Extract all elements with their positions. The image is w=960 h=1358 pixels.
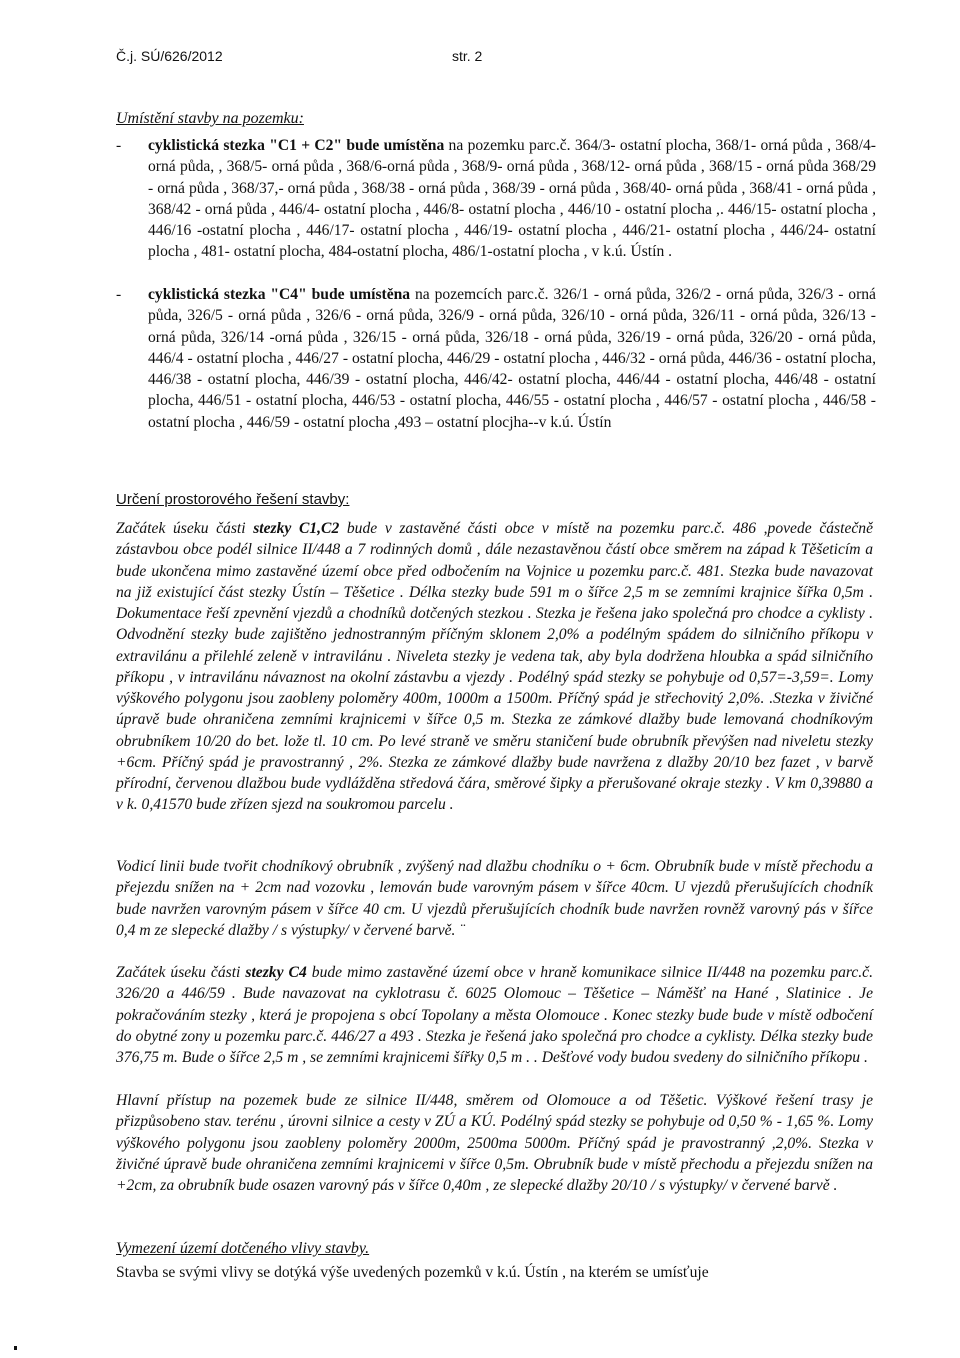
scan-mark — [14, 1346, 17, 1350]
bullet-dash: - — [116, 137, 122, 154]
paragraph-c4 — [116, 962, 873, 1068]
paragraph-text: bude v zastavěné části obce v místě na pozemku parc.č. 486 ,povede částečně zástavbou obce podél silnice II/448 a 7 rodinných domů , dále nezastavěnou částí obce směrem na západ k Těšeticím a bude ukončena mimo zastavěné území obce před odbočením na Vojnice u pozemku parc.č. 481. Stezka bude navazovat na již existující část stezky Ústín – Těšetice . Délka stezky bude 591 m o šířce 2,5 m se zemními krajnice šířka 0,5m . Dokumentace řeší zpevnění vjezdů a chodníků dotčených stezkou . Stezka je řešena jako společná pro chodce a cyklisty . Odvodnění stezky bude zajištěno jednostranným příčným sklonem 2,0% a podélným spádem do silničního příkopu v extravilánu a přilehlé zeleně v intravilánu . Niveleta stezky je vedena tak, aby byla dodržena hloubka a spád silničního příkopu , v intravilánu návaznost na okolní zástavbu a vjezdy . Podélný spád stezky se pohybuje od 0,57=-3,59=. Lomy výškového polygonu jsou zaobleny poloměry 400m, 1000m a 1500m. Příčný spád je střechovitý 2,0%. .Stezka v živičné úpravě bude ohraničena zemními krajnicemi v šířce 0,5 m. Stezka ze zámkové dlažby bude lemovaná chodníkovým obrubníkem 10/20 do bet. lože tl. 10 cm. Po levé straně ve směru staničení bude obrubník převýšen nad niveletu stezky +6cm. Příčný spád je pravostranný , 2%. Stezka ze zámkové dlažby bude navržena z dlažby 20/10 bez fazet , v barvě přírodní, červenou dlažbou bude vydlážděna středová čára, směrové šipky a přerušované okraje stezky . V km 0,39880 a v k. 0,41570 bude zřízen sjezd na soukromou parcelu . — [116, 520, 874, 814]
bullet-item-c4 — [116, 284, 876, 433]
bullet-text: na pozemcích parc.č. 326/1 - orná půda, 326/2 - orná půda, 326/3 - orná půda, 326/5 - orná půda , 326/6 - orná půda, 326/9 - orná půda, 326/10 - orná půda, 326/11 - orná půda, 326/13 - orná půda, 326/14 -orná půda , 326/15 - orná půda, 326/18 - orná půda, 326/19 - orná půda, 326/20 - orná půda, 446/4 - ostatní plocha , 446/27 - ostatní plocha, 446/29 - ostatní plocha , 446/32 - orná půda, 446/36 - ostatní plocha, 446/38 - ostatní plocha, 446/39 - ostatní plocha, 446/42- ostatní plocha, 446/44 - ostatní plocha, 446/48 - ostatní plocha, 446/51 - ostatní plocha, 446/53 - ostatní plocha, 446/55 - ostatní plocha , 446/57 - ostatní plocha , 446/58 - ostatní plocha , 446/59 - ostatní plocha ,493 – ostatní plocjha--v k.ú. Ústín — [148, 286, 876, 431]
section-heading-spatial: Určení prostorového řešení stavby: — [116, 491, 350, 508]
paragraph-main-access: Hlavní přístup na pozemek bude ze silnice II/448, směrem od Olomouce a od Těšetic. Výškové řešení trasy je přizpůsobeno stav. terénu , úrovni silnice a cesty v ZÚ a KÚ. Podélný spád stezky se pohybuje od 0,50 % - 1,65 %. Lomy výškového polygonu jsou zaobleny poloměry 2000m, 2500ma 5000m. Příčný spád je pravostranný ,2,0%. Stezka v živičné úpravě bude ohraničena zemními krajnicemi v šířce 0,5m. Obrubník bude v místě přechodu a přejezdu snížen na +2cm, za obrubník bude osazen varovný pás v šířce 0,40m , ze slepecké dlažby 20/10 / s výstupky/ v červené barvě . — [116, 1092, 873, 1194]
paragraph-text: bude mimo zastavěné území obce v hraně komunikace silnice II/448 na pozemku parc.č. 326/20 a 446/59 . Bude navazovat na cyklotrasu č. 6025 Olomouc – Těšetice – Náměšť na Hané , Slatinice . Je pokračováním stezky , která je propojena s obcí Topolany a města Olomouce . Konec stezky bude bude v místě odbočení do obytné zony u pozemku parc.č. 446/27 a 493 . Stezka je řešená jako společná pro chodce a cyklisty. Délka stezky bude 376,75 m. Bude o šířce 2,5 m , se zemními krajnicemi šířky 0,5 m . . Dešťové vody budou svedeny do silničního příkopu . — [116, 964, 873, 1066]
bullet-dash: - — [116, 286, 122, 303]
paragraph-lead: Začátek úseku části — [116, 964, 246, 981]
bullet-title: cyklistická stezka "C1 + C2" bude umístěna — [148, 137, 445, 154]
paragraph-c1-c2 — [116, 518, 873, 816]
bullet-text: na pozemku parc.č. 364/3- ostatní plocha, 368/1- orná půda , 368/4- orná půda, , 368/5- orná půda , 368/6-orná půda , 368/9- orná půda , 368/12- orná půda , 368/15 - orná půda 368/29 - orná půda , 368/37,- orná půda , 368/38 - orná půda , 368/39 - orná půda , 368/40- orná půda , 368/41 - orná půda , 368/42 - orná půda , 446/4- ostatní plocha , 446/8- ostatní plocha , 446/10 - ostatní plocha ,. 446/15- ostatní plocha , 446/16 -ostatní plocha , 446/17- ostatní plocha , 446/19- ostatní plocha , 446/21- ostatní plocha , 446/24- ostatní plocha , 481- ostatní plocha, 484-ostatní plocha, 486/1-ostatní plocha , v k.ú. Ústín . — [148, 137, 876, 261]
bullet-item-c1-c2 — [116, 135, 876, 263]
reference-number: Č.j. SÚ/626/2012 — [116, 48, 223, 64]
affected-area-text: Stavba se svými vlivy se dotýká výše uvedených pozemků v k.ú. Ústín , na kterém se umísťuje — [116, 1264, 709, 1281]
bullet-title: cyklistická stezka "C4" bude umístěna — [148, 286, 411, 303]
paragraph-guide-line: Vodicí linii bude tvořit chodníkový obrubník , zvýšený nad dlažbu chodníku o + 6cm. Obrubník bude v místě přechodu a přejezdu snížen na + 2cm nad vozovku , lemován bude varovným pásem v šířce 40cm. U vjezdů přerušujících chodník bude navržen varovným pásem v šířce 40 cm. U vjezdů přerušujících chodník bude navržen rovněž varovný pás v šířce 0,4 m ze slepecké dlažby / s výstupky/ v červené barvě. ¨ — [116, 858, 873, 939]
bullet-body — [148, 284, 876, 433]
section-heading-placement: Umístění stavby na pozemku: — [116, 110, 304, 127]
page-number: str. 2 — [452, 48, 483, 64]
paragraph-lead: Začátek úseku části — [116, 520, 254, 537]
bullet-body — [148, 135, 876, 263]
section-heading-affected-area: Vymezení území dotčeného vlivy stavby. — [116, 1240, 370, 1257]
paragraph-subject: stezky C4 — [245, 964, 307, 981]
paragraph-subject: stezky C1,C2 — [253, 520, 340, 537]
